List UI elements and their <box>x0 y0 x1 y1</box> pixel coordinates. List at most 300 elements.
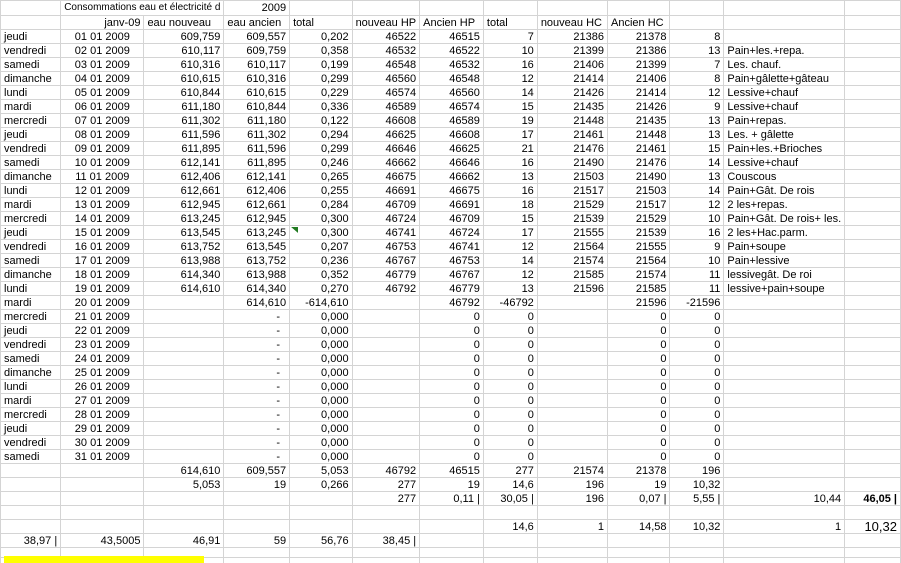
cell[interactable]: 13 <box>670 128 724 142</box>
cell[interactable]: 0 <box>670 450 724 464</box>
cell[interactable]: - <box>224 422 290 436</box>
cell[interactable]: 0,000 <box>290 394 352 408</box>
cell[interactable]: 46724 <box>420 226 484 240</box>
cell[interactable]: 196 <box>670 464 724 478</box>
cell[interactable]: 10 <box>484 44 538 58</box>
cell[interactable]: 46691 <box>353 184 421 198</box>
cell[interactable] <box>845 44 901 58</box>
cell[interactable] <box>484 534 538 548</box>
cell[interactable]: 0 <box>484 450 538 464</box>
cell[interactable]: 46515 <box>420 464 484 478</box>
cell[interactable]: 14 <box>670 156 724 170</box>
cell[interactable]: 2 les+repas. <box>724 198 845 212</box>
cell[interactable]: 0,000 <box>290 310 352 324</box>
cell[interactable]: 21399 <box>538 44 608 58</box>
cell[interactable] <box>144 366 224 380</box>
cell[interactable] <box>353 324 421 338</box>
cell[interactable]: 610,117 <box>224 58 290 72</box>
cell[interactable]: vendredi <box>1 142 61 156</box>
cell[interactable] <box>724 464 845 478</box>
cell[interactable]: 03 01 2009 <box>61 58 144 72</box>
cell[interactable] <box>353 1 421 16</box>
cell[interactable] <box>61 464 144 478</box>
cell[interactable] <box>724 296 845 310</box>
cell[interactable] <box>538 450 608 464</box>
cell[interactable] <box>144 394 224 408</box>
cell[interactable]: 21574 <box>608 268 670 282</box>
cell[interactable]: 0,255 <box>290 184 352 198</box>
cell[interactable] <box>538 338 608 352</box>
cell[interactable]: 46646 <box>420 156 484 170</box>
cell[interactable]: 21406 <box>538 58 608 72</box>
cell[interactable] <box>144 352 224 366</box>
cell[interactable]: 21529 <box>538 198 608 212</box>
cell[interactable] <box>845 450 901 464</box>
cell[interactable]: samedi <box>1 450 61 464</box>
cell[interactable] <box>144 422 224 436</box>
cell[interactable] <box>845 548 901 558</box>
cell[interactable]: 12 <box>484 72 538 86</box>
cell[interactable]: 7 <box>670 58 724 72</box>
cell[interactable]: 21435 <box>538 100 608 114</box>
cell[interactable]: 612,406 <box>224 184 290 198</box>
cell[interactable]: 17 <box>484 226 538 240</box>
cell[interactable] <box>845 394 901 408</box>
cell[interactable]: 21555 <box>608 240 670 254</box>
cell[interactable]: -614,610 <box>290 296 352 310</box>
cell[interactable]: 21517 <box>608 198 670 212</box>
cell[interactable]: 25 01 2009 <box>61 366 144 380</box>
cell[interactable] <box>724 366 845 380</box>
cell[interactable]: 0 <box>670 422 724 436</box>
cell[interactable] <box>724 548 845 558</box>
cell[interactable]: 21585 <box>608 282 670 296</box>
cell[interactable] <box>670 534 724 548</box>
cell[interactable] <box>845 436 901 450</box>
cell[interactable] <box>290 520 352 534</box>
cell[interactable]: Pain+les.+Brioches <box>724 142 845 156</box>
cell[interactable]: 614,340 <box>144 268 224 282</box>
cell[interactable]: 15 01 2009 <box>61 226 144 240</box>
cell[interactable]: 610,316 <box>144 58 224 72</box>
cell[interactable]: 0 <box>484 366 538 380</box>
cell[interactable]: 609,759 <box>224 44 290 58</box>
cell[interactable] <box>144 506 224 520</box>
cell[interactable]: 611,596 <box>224 142 290 156</box>
cell[interactable]: 12 <box>670 198 724 212</box>
cell[interactable]: 21585 <box>538 268 608 282</box>
cell[interactable]: Pain+Gât. De rois <box>724 184 845 198</box>
cell[interactable]: 21448 <box>608 128 670 142</box>
cell[interactable] <box>845 254 901 268</box>
column-header[interactable]: nouveau HP <box>353 16 421 30</box>
cell[interactable] <box>670 16 724 30</box>
cell[interactable] <box>845 310 901 324</box>
cell[interactable]: - <box>224 394 290 408</box>
cell[interactable]: 0,11 | <box>420 492 484 506</box>
cell[interactable]: 21564 <box>608 254 670 268</box>
cell[interactable]: 1 <box>538 520 608 534</box>
cell[interactable]: 21426 <box>538 86 608 100</box>
cell[interactable]: Lessive+chauf <box>724 86 845 100</box>
cell[interactable]: 609,557 <box>224 464 290 478</box>
cell[interactable] <box>845 338 901 352</box>
cell[interactable]: 0,000 <box>290 408 352 422</box>
cell[interactable]: 610,615 <box>224 86 290 100</box>
cell[interactable]: 0 <box>608 352 670 366</box>
cell[interactable]: 21461 <box>608 142 670 156</box>
cell[interactable]: Les. chauf. <box>724 58 845 72</box>
cell[interactable]: 04 01 2009 <box>61 72 144 86</box>
cell[interactable]: - <box>224 338 290 352</box>
cell[interactable]: 21448 <box>538 114 608 128</box>
cell[interactable]: 610,117 <box>144 44 224 58</box>
cell[interactable]: 46675 <box>420 184 484 198</box>
cell[interactable] <box>724 380 845 394</box>
cell[interactable]: 12 01 2009 <box>61 184 144 198</box>
cell[interactable]: 5,053 <box>290 464 352 478</box>
cell[interactable]: dimanche <box>1 170 61 184</box>
cell[interactable]: 30,05 | <box>484 492 538 506</box>
cell[interactable]: 20 01 2009 <box>61 296 144 310</box>
cell[interactable] <box>724 1 845 16</box>
cell[interactable]: 15 <box>670 142 724 156</box>
cell[interactable] <box>724 310 845 324</box>
cell[interactable] <box>144 408 224 422</box>
cell[interactable]: 12 <box>484 240 538 254</box>
cell[interactable] <box>845 156 901 170</box>
cell[interactable] <box>845 212 901 226</box>
cell[interactable]: 46532 <box>353 44 421 58</box>
month-label-cell[interactable]: janv-09 <box>61 16 144 30</box>
cell[interactable]: 0,336 <box>290 100 352 114</box>
cell[interactable]: - <box>224 408 290 422</box>
cell[interactable]: 0,229 <box>290 86 352 100</box>
cell[interactable]: lundi <box>1 380 61 394</box>
cell[interactable]: 46741 <box>420 240 484 254</box>
cell[interactable]: 13 <box>670 170 724 184</box>
cell[interactable]: 21399 <box>608 58 670 72</box>
cell[interactable]: mercredi <box>1 310 61 324</box>
cell[interactable] <box>484 558 538 563</box>
cell[interactable]: samedi <box>1 58 61 72</box>
cell[interactable]: 0 <box>420 366 484 380</box>
cell[interactable] <box>420 1 484 16</box>
cell[interactable] <box>1 520 61 534</box>
cell[interactable] <box>353 366 421 380</box>
cell[interactable]: 611,302 <box>144 114 224 128</box>
cell[interactable]: 12 <box>670 86 724 100</box>
cell[interactable]: 0 <box>608 436 670 450</box>
cell[interactable]: 15 <box>484 212 538 226</box>
cell[interactable]: 21414 <box>608 86 670 100</box>
cell[interactable]: Pain+repas. <box>724 114 845 128</box>
cell[interactable] <box>538 436 608 450</box>
cell[interactable] <box>144 310 224 324</box>
cell[interactable]: 21574 <box>538 254 608 268</box>
cell[interactable]: dimanche <box>1 366 61 380</box>
cell[interactable] <box>144 492 224 506</box>
cell[interactable]: 46608 <box>420 128 484 142</box>
cell[interactable]: 0,000 <box>290 366 352 380</box>
cell[interactable] <box>290 548 352 558</box>
cell[interactable] <box>670 558 724 563</box>
cell[interactable]: 46625 <box>353 128 421 142</box>
cell[interactable]: 13 <box>484 282 538 296</box>
cell[interactable]: - <box>224 366 290 380</box>
cell[interactable]: 612,141 <box>224 170 290 184</box>
cell[interactable]: 0 <box>484 408 538 422</box>
cell[interactable]: 26 01 2009 <box>61 380 144 394</box>
cell[interactable]: 46522 <box>353 30 421 44</box>
cell[interactable]: 1 <box>724 520 845 534</box>
cell[interactable] <box>1 478 61 492</box>
cell[interactable]: 609,759 <box>144 30 224 44</box>
cell[interactable] <box>353 394 421 408</box>
cell[interactable] <box>353 520 421 534</box>
cell[interactable] <box>290 506 352 520</box>
cell[interactable]: mercredi <box>1 408 61 422</box>
cell[interactable]: 0 <box>420 436 484 450</box>
cell[interactable]: 21414 <box>538 72 608 86</box>
cell[interactable]: 0 <box>420 422 484 436</box>
cell[interactable]: 0,000 <box>290 352 352 366</box>
cell[interactable] <box>538 1 608 16</box>
cell[interactable]: 0,000 <box>290 324 352 338</box>
cell[interactable]: - <box>224 436 290 450</box>
cell[interactable]: 0,122 <box>290 114 352 128</box>
cell[interactable]: 21503 <box>538 170 608 184</box>
cell[interactable] <box>61 520 144 534</box>
cell[interactable]: 0 <box>608 324 670 338</box>
cell[interactable] <box>608 548 670 558</box>
cell[interactable]: 0,207 <box>290 240 352 254</box>
cell[interactable]: 0 <box>608 380 670 394</box>
cell[interactable]: 0 <box>484 324 538 338</box>
cell[interactable]: lessive+pain+soupe <box>724 282 845 296</box>
cell[interactable]: 21476 <box>538 142 608 156</box>
cell[interactable] <box>845 352 901 366</box>
cell[interactable]: 196 <box>538 478 608 492</box>
cell[interactable]: 10 <box>670 254 724 268</box>
column-header[interactable]: eau ancien <box>224 16 290 30</box>
cell[interactable]: 0 <box>670 408 724 422</box>
cell[interactable] <box>845 268 901 282</box>
cell[interactable] <box>724 16 845 30</box>
cell[interactable] <box>353 380 421 394</box>
cell[interactable] <box>845 408 901 422</box>
cell[interactable]: 0 <box>420 324 484 338</box>
cell[interactable]: 09 01 2009 <box>61 142 144 156</box>
cell[interactable] <box>845 58 901 72</box>
cell[interactable] <box>724 324 845 338</box>
cell[interactable] <box>1 464 61 478</box>
cell[interactable]: 0 <box>670 366 724 380</box>
cell[interactable]: mardi <box>1 100 61 114</box>
cell[interactable]: 46662 <box>353 156 421 170</box>
cell[interactable]: 0 <box>484 394 538 408</box>
cell[interactable] <box>538 408 608 422</box>
cell[interactable]: 0,270 <box>290 282 352 296</box>
cell[interactable]: Pain+gâlette+gâteau <box>724 72 845 86</box>
cell[interactable] <box>724 478 845 492</box>
cell[interactable]: 21555 <box>538 226 608 240</box>
cell[interactable]: 21386 <box>608 44 670 58</box>
cell[interactable]: 0,265 <box>290 170 352 184</box>
cell[interactable]: - <box>224 310 290 324</box>
cell[interactable] <box>845 16 901 30</box>
cell[interactable]: - <box>224 380 290 394</box>
cell[interactable]: 611,895 <box>224 156 290 170</box>
cell[interactable]: 14,58 <box>608 520 670 534</box>
cell[interactable]: 613,988 <box>224 268 290 282</box>
cell[interactable] <box>420 506 484 520</box>
cell[interactable] <box>144 338 224 352</box>
cell[interactable] <box>670 548 724 558</box>
cell[interactable]: 21 01 2009 <box>61 310 144 324</box>
cell[interactable]: 0,358 <box>290 44 352 58</box>
cell[interactable] <box>538 548 608 558</box>
cell[interactable] <box>144 436 224 450</box>
cell[interactable]: 9 <box>670 240 724 254</box>
cell[interactable] <box>144 520 224 534</box>
cell[interactable]: 0 <box>670 436 724 450</box>
cell[interactable]: 07 01 2009 <box>61 114 144 128</box>
cell[interactable]: 46,05 | <box>845 492 901 506</box>
cell[interactable]: 21596 <box>538 282 608 296</box>
cell[interactable] <box>353 310 421 324</box>
cell[interactable]: 21596 <box>608 296 670 310</box>
cell[interactable] <box>1 1 61 16</box>
cell[interactable]: jeudi <box>1 30 61 44</box>
column-header[interactable]: eau nouveau <box>144 16 224 30</box>
cell[interactable]: 0 <box>670 380 724 394</box>
cell[interactable]: 46767 <box>420 268 484 282</box>
cell[interactable] <box>670 506 724 520</box>
cell[interactable]: 21574 <box>538 464 608 478</box>
cell[interactable]: 0,07 | <box>608 492 670 506</box>
cell[interactable] <box>538 506 608 520</box>
cell[interactable] <box>845 30 901 44</box>
cell[interactable]: 0,236 <box>290 254 352 268</box>
cell[interactable] <box>724 394 845 408</box>
highlighted-row-fragment[interactable] <box>4 556 204 563</box>
cell[interactable]: 21539 <box>538 212 608 226</box>
cell[interactable]: 14,6 <box>484 478 538 492</box>
cell[interactable]: 5,053 <box>144 478 224 492</box>
cell[interactable]: 0 <box>484 310 538 324</box>
cell[interactable]: 614,610 <box>144 282 224 296</box>
cell[interactable]: 08 01 2009 <box>61 128 144 142</box>
cell[interactable]: 46691 <box>420 198 484 212</box>
cell[interactable]: 46646 <box>353 142 421 156</box>
cell[interactable]: 0,300 <box>290 226 352 240</box>
cell[interactable]: 0 <box>420 394 484 408</box>
cell[interactable]: 610,615 <box>144 72 224 86</box>
cell[interactable]: -21596 <box>670 296 724 310</box>
cell[interactable]: 8 <box>670 72 724 86</box>
cell[interactable] <box>845 240 901 254</box>
cell[interactable] <box>845 100 901 114</box>
cell[interactable]: 19 <box>608 478 670 492</box>
cell[interactable]: 16 <box>484 58 538 72</box>
cell[interactable]: samedi <box>1 156 61 170</box>
cell[interactable] <box>845 282 901 296</box>
cell[interactable]: lundi <box>1 282 61 296</box>
cell[interactable]: samedi <box>1 352 61 366</box>
cell[interactable]: 23 01 2009 <box>61 338 144 352</box>
cell[interactable] <box>224 548 290 558</box>
cell[interactable] <box>484 506 538 520</box>
cell[interactable]: - <box>224 324 290 338</box>
column-header[interactable]: nouveau HC <box>538 16 608 30</box>
cell[interactable]: 46675 <box>353 170 421 184</box>
cell[interactable] <box>845 464 901 478</box>
cell[interactable]: 614,610 <box>144 464 224 478</box>
cell[interactable] <box>420 534 484 548</box>
cell[interactable]: 7 <box>484 30 538 44</box>
cell[interactable] <box>845 534 901 548</box>
cell[interactable] <box>353 436 421 450</box>
cell[interactable] <box>420 558 484 563</box>
cell[interactable]: 0 <box>420 310 484 324</box>
cell[interactable]: 46792 <box>353 282 421 296</box>
cell[interactable] <box>1 16 61 30</box>
cell[interactable]: 610,844 <box>224 100 290 114</box>
cell[interactable] <box>538 558 608 563</box>
cell[interactable] <box>608 1 670 16</box>
cell[interactable]: 46709 <box>420 212 484 226</box>
cell[interactable]: 0 <box>484 352 538 366</box>
cell[interactable] <box>845 198 901 212</box>
cell[interactable]: 611,895 <box>144 142 224 156</box>
cell[interactable]: dimanche <box>1 268 61 282</box>
cell[interactable]: dimanche <box>1 72 61 86</box>
cell[interactable] <box>144 380 224 394</box>
cell[interactable]: 14 <box>670 184 724 198</box>
cell[interactable] <box>845 114 901 128</box>
cell[interactable] <box>845 184 901 198</box>
cell[interactable]: 9 <box>670 100 724 114</box>
cell[interactable]: 46574 <box>353 86 421 100</box>
cell[interactable] <box>845 170 901 184</box>
cell[interactable] <box>724 352 845 366</box>
cell[interactable] <box>538 422 608 436</box>
cell[interactable]: 14 01 2009 <box>61 212 144 226</box>
cell[interactable]: 17 <box>484 128 538 142</box>
cell[interactable]: -46792 <box>484 296 538 310</box>
cell[interactable]: 0,352 <box>290 268 352 282</box>
cell[interactable]: 614,610 <box>224 296 290 310</box>
cell[interactable]: lundi <box>1 184 61 198</box>
cell[interactable]: 46741 <box>353 226 421 240</box>
cell[interactable]: 610,316 <box>224 72 290 86</box>
cell[interactable]: 46532 <box>420 58 484 72</box>
cell[interactable]: 0,199 <box>290 58 352 72</box>
cell[interactable]: 16 <box>484 184 538 198</box>
cell[interactable]: 46,91 <box>144 534 224 548</box>
cell[interactable]: 0,300 <box>290 212 352 226</box>
cell[interactable] <box>538 352 608 366</box>
cell[interactable] <box>845 478 901 492</box>
cell[interactable]: 43,5005 <box>61 534 144 548</box>
cell[interactable] <box>845 1 901 16</box>
cell[interactable]: 16 <box>484 156 538 170</box>
cell[interactable]: 21461 <box>538 128 608 142</box>
cell[interactable]: 46608 <box>353 114 421 128</box>
cell[interactable] <box>538 366 608 380</box>
column-header[interactable]: total <box>290 16 352 30</box>
